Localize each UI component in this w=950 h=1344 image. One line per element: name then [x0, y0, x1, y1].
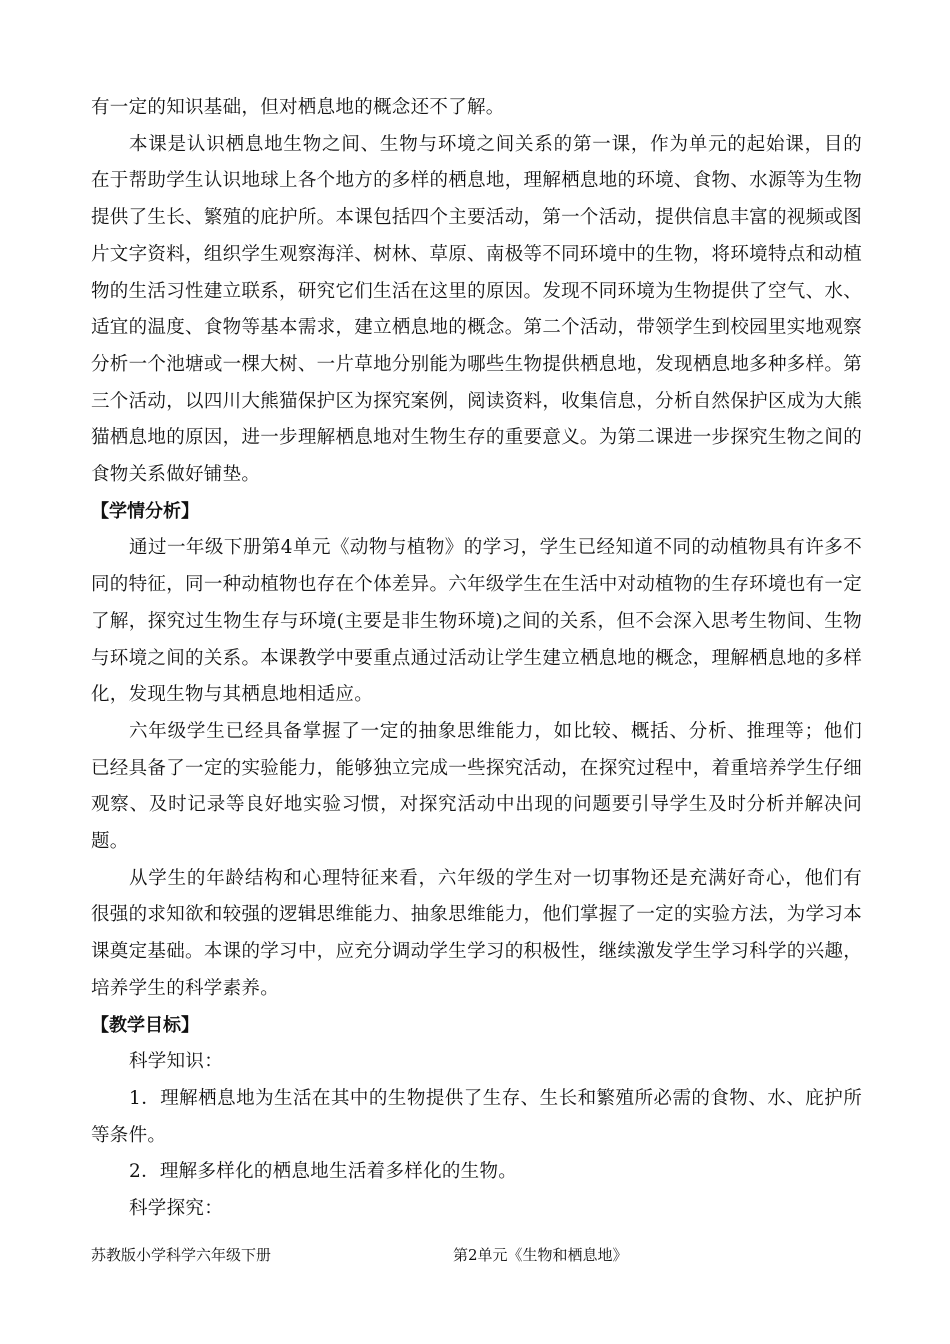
paragraph-intro-end: 有一定的知识基础，但对栖息地的概念还不了解。	[91, 97, 505, 118]
subheading-inquiry: 科学探究：	[129, 1198, 224, 1220]
subheading-knowledge: 科学知识：	[129, 1051, 224, 1073]
paragraph-analysis-2: 六年级学生已经具备掌握了一定的抽象思维能力，如比较、概括、分析、推理等；他们已经具备了一定的实验能力，能够独立完成一些探究活动，在探究过程中，着重培养学生仔细观察、及时记录等良好地实验习惯，对探究活动中出现的问题要引导学生及时分析并解决问题。	[91, 720, 862, 853]
section-heading-analysis: 【学情分析】	[91, 500, 199, 522]
document-body	[91, 90, 862, 1228]
footer-unit-title: 第2单元《生物和栖息地》	[453, 1246, 628, 1264]
paragraph-course-description: 本课是认识栖息地生物之间、生物与环境之间关系的第一课，作为单元的起始课，目的在于帮助学生认识地球上各个地方的多样的栖息地，理解栖息地的环境、食物、水源等为生物提供了生长、繁殖的庇护所。本课包括四个主要活动，第一个活动，提供信息丰富的视频或图片文字资料，组织学生观察海洋、树林、草原、南极等不同环境中的生物，将环境特点和动植物的生活习性建立联系，研究它们生活在这里的原因。发现不同环境为生物提供了空气、水、适宜的温度、食物等基本需求，建立栖息地的概念。第二个活动，带领学生到校园里实地观察分析一个池塘或一棵大树、一片草地分别能为哪些生物提供栖息地，发现栖息地多种多样。第三个活动，以四川大熊猫保护区为探究案例，阅读资料，收集信息，分析自然保护区成为大熊猫栖息地的原因，进一步理解栖息地对生物生存的重要意义。为第二课进一步探究生物之间的食物关系做好铺垫。	[91, 133, 862, 486]
paragraph-analysis-3: 从学生的年龄结构和心理特征来看，六年级的学生对一切事物还是充满好奇心，他们有很强的求知欲和较强的逻辑思维能力、抽象思维能力，他们掌握了一定的实验方法，为学习本课奠定基础。本课的学习中，应充分调动学生学习的积极性，继续激发学生学习科学的兴趣，培养学生的科学素养。	[91, 867, 862, 999]
goal-item-2: 2．理解多样化的栖息地生活着多样化的生物。	[129, 1161, 518, 1183]
footer-book-title: 苏教版小学科学六年级下册	[91, 1246, 272, 1264]
section-heading-goals: 【教学目标】	[91, 1014, 199, 1036]
goal-item-1: 1．理解栖息地为生活在其中的生物提供了生存、生长和繁殖所必需的食物、水、庇护所等条件。	[91, 1087, 862, 1146]
paragraph-analysis-1: 通过一年级下册第4单元《动物与植物》的学习，学生已经知道不同的动植物具有许多不同的特征，同一种动植物也存在个体差异。六年级学生在生活中对动植物的生存环境也有一定了解，探究过生物生存与环境(主要是非生物环境)之间的关系，但不会深入思考生物间、生物与环境之间的关系。本课教学中要重点通过活动让学生建立栖息地的概念，理解栖息地的多样化，发现生物与其栖息地相适应。	[91, 537, 862, 706]
page-footer	[91, 1244, 862, 1268]
